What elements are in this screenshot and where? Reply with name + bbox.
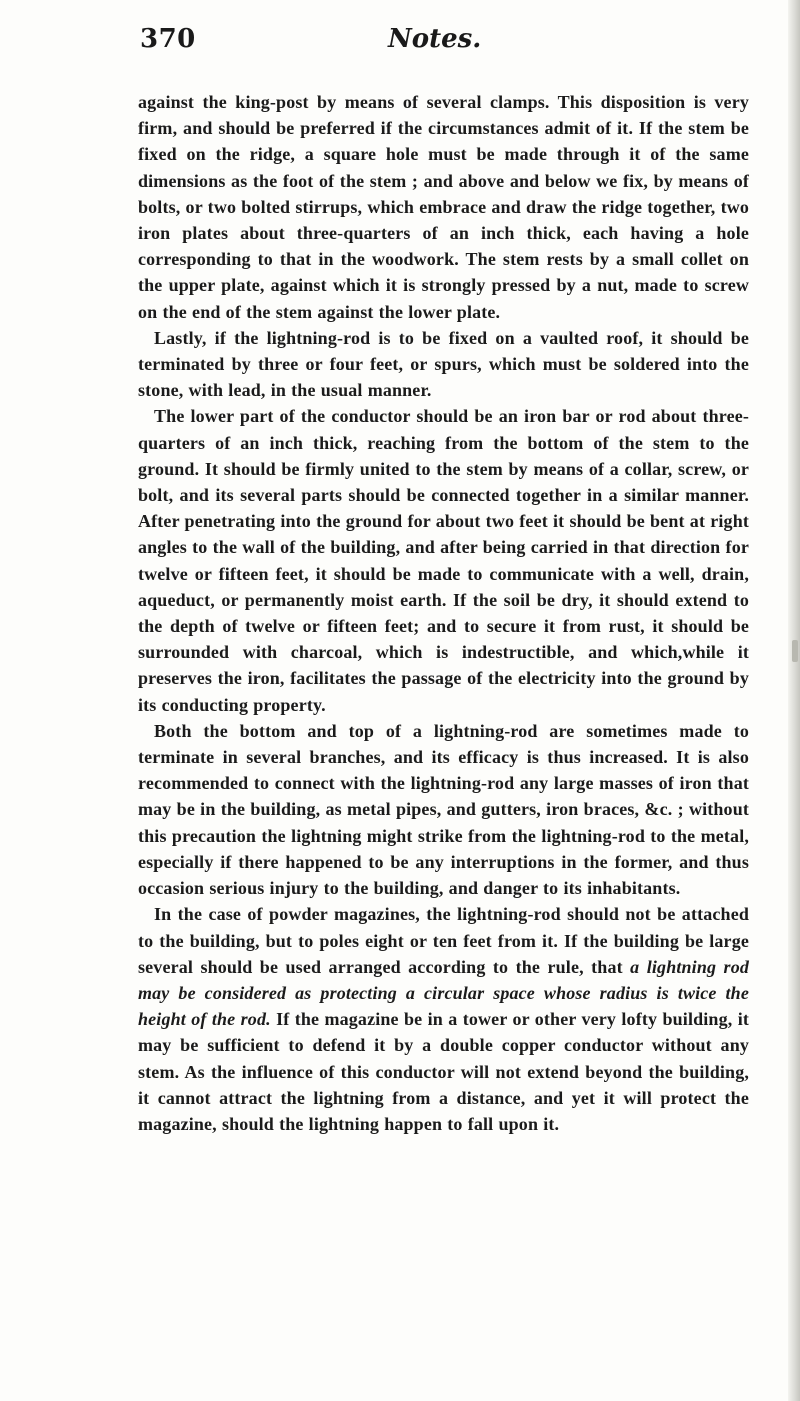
paragraph-text-after: If the magazine be in a tower or other very lofty building, it may be sufficient to defend it by a double copper conductor without any stem. As the influence of this conductor will not extend beyond the building, it cannot attract the lightning from a distance, and yet it will protect the magazine, should the lightning happen to fall upon it. [138,1009,749,1134]
paragraph-lower-conductor: The lower part of the conductor should be an iron bar or rod about three-quarters of an inch thick, reaching from the bottom of the stem to the ground. It should be firmly united to the stem by means of a collar, screw, or bolt, and its several parts should be connected together in a similar manner. After penetrating into the ground for about two feet it should be bent at right angles to the wall of the building, and after being carried in that direction for twelve or fifteen feet, it should be made to communicate with a well, drain, aqueduct, or permanently moist earth. If the soil be dry, it should extend to the depth of twelve or fifteen feet; and to secure it from rust, it should be surrounded with charcoal, which is indestructible, and which,while it preserves the iron, facilitates the passage of the electricity into the ground by its conducting property. [138,406,749,715]
running-title: Notes. [388,24,482,54]
paragraph-king-post: against the king-post by means of several clamps. This disposition is very firm, and should be preferred if the circumstances admit of it. If the stem be fixed on the ridge, a square hole must be made through it of the same dimensions as the foot of the stem ; and above and below we fix, by means of bolts, or two bolted stirrups, which embrace and draw the ridge together, two iron plates about three-quarters of an inch thick, each having a hole corresponding to that in the woodwork. The stem rests by a small collet on the upper plate, against which it is strongly pressed by a nut, made to screw on the end of the stem against the lower plate. [138,92,750,322]
body-text [138,89,749,1137]
paragraph-text-before: In the case of powder magazines, the lightning-rod should not be attached to the building, but to poles eight or ten feet from it. If the building be large several should be used arranged according to the rule, that [138,904,749,977]
page-edge-mark [792,640,798,662]
page-number: 370 [140,24,196,54]
paragraph-branches: Both the bottom and top of a lightning-rod are sometimes made to terminate in several branches, and its efficacy is thus increased. It is also recommended to connect with the lightning-rod any large masses of iron that may be in the building, as metal pipes, and gutters, iron braces, &c. ; without this precaution the lightning might strike from the lightning-rod to the metal, especially if there happened to be any interruptions in the former, and thus occasion serious injury to the building, and danger to its inhabitants. [138,720,749,899]
italic-rule: a lightning rod may be considered as protecting a circular space whose radius is twice the height of the rod. [138,956,749,1030]
paragraph-powder-magazines [138,901,749,1137]
page-edge-shadow [788,0,800,1401]
paragraph-vaulted-roof: Lastly, if the lightning-rod is to be fixed on a vaulted roof, it should be terminated by three or four feet, or spurs, which must be soldered into the stone, with lead, in the usual manner. [138,327,749,401]
page-header [140,24,740,60]
